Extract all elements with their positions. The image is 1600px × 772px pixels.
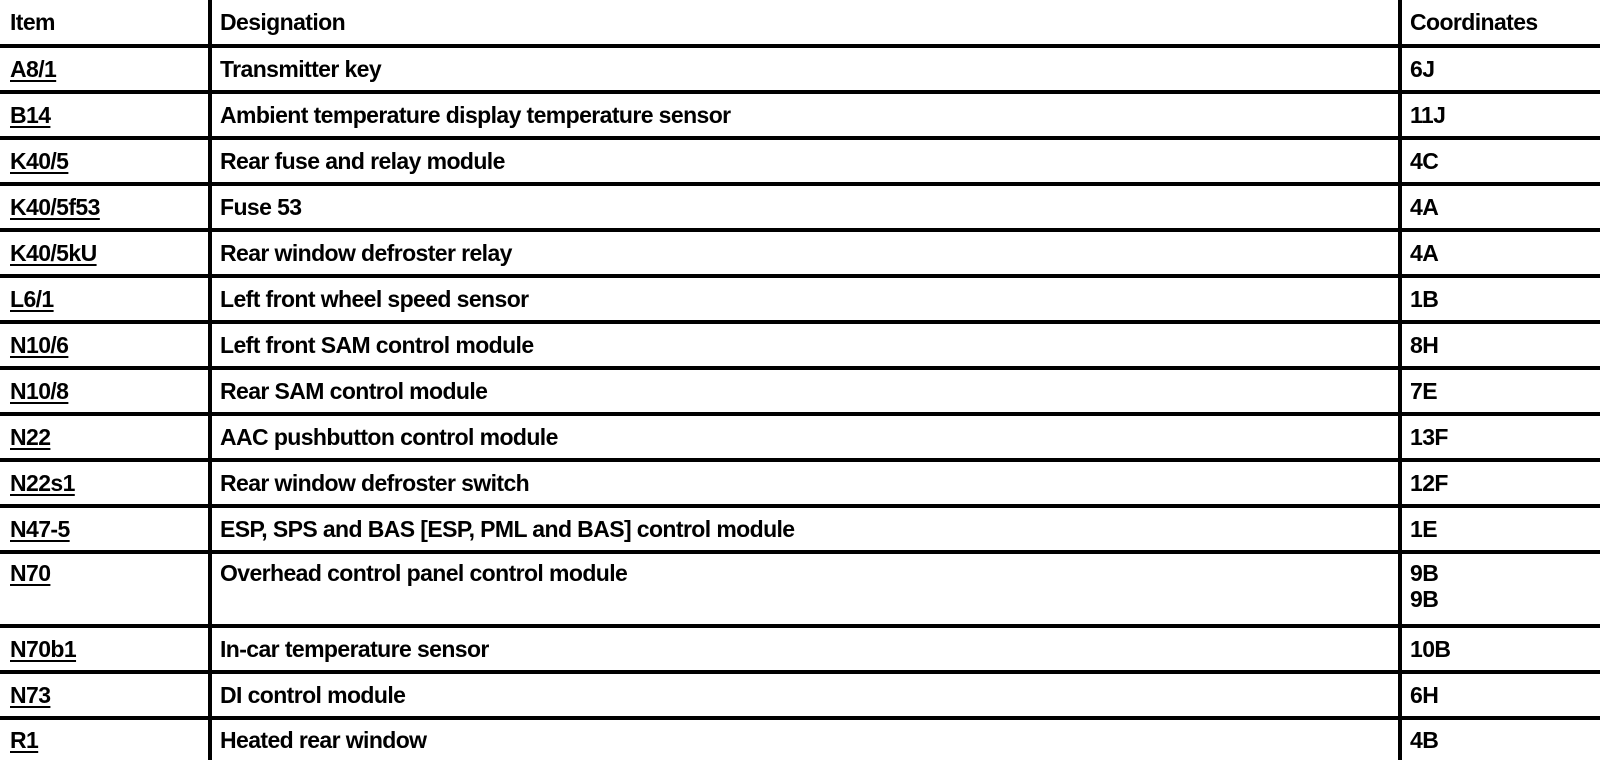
coordinate-value: 9B	[1410, 586, 1439, 612]
item-link[interactable]: B14	[10, 102, 51, 128]
coordinate-value: 9B	[1410, 560, 1439, 586]
item-cell	[0, 46, 210, 92]
coordinates-cell	[1400, 552, 1600, 626]
item-cell	[0, 230, 210, 276]
item-link[interactable]: N22s1	[10, 470, 75, 496]
item-link[interactable]: N22	[10, 424, 51, 450]
designation-cell: Rear window defroster switch	[210, 460, 1400, 506]
coordinates-cell: 7E	[1400, 368, 1600, 414]
item-cell	[0, 414, 210, 460]
designation-cell: Transmitter key	[210, 46, 1400, 92]
coordinates-cell: 8H	[1400, 322, 1600, 368]
item-link[interactable]: N70	[10, 560, 51, 586]
item-cell	[0, 276, 210, 322]
designation-cell: ESP, SPS and BAS [ESP, PML and BAS] control module	[210, 506, 1400, 552]
designation-cell: Overhead control panel control module	[210, 552, 1400, 626]
designation-cell: Rear fuse and relay module	[210, 138, 1400, 184]
item-cell	[0, 460, 210, 506]
designation-cell: Rear window defroster relay	[210, 230, 1400, 276]
table-row	[0, 322, 1600, 368]
item-cell	[0, 322, 210, 368]
item-link[interactable]: R1	[10, 727, 39, 753]
item-cell	[0, 552, 210, 626]
table-row	[0, 230, 1600, 276]
item-link[interactable]: K40/5kU	[10, 240, 97, 266]
item-cell	[0, 138, 210, 184]
item-link[interactable]: N73	[10, 682, 51, 708]
coordinates-cell: 4A	[1400, 184, 1600, 230]
item-cell	[0, 184, 210, 230]
item-link[interactable]: L6/1	[10, 286, 54, 312]
coordinates-cell: 1E	[1400, 506, 1600, 552]
coordinates-cell: 4C	[1400, 138, 1600, 184]
designation-cell: Fuse 53	[210, 184, 1400, 230]
item-link[interactable]: K40/5	[10, 148, 69, 174]
item-link[interactable]: K40/5f53	[10, 194, 100, 220]
table-row	[0, 276, 1600, 322]
coordinates-cell: 4A	[1400, 230, 1600, 276]
item-cell	[0, 626, 210, 672]
designation-cell: Rear SAM control module	[210, 368, 1400, 414]
table-row	[0, 414, 1600, 460]
table-header-row	[0, 0, 1600, 46]
table-row	[0, 184, 1600, 230]
table-row	[0, 368, 1600, 414]
item-cell	[0, 506, 210, 552]
item-cell	[0, 92, 210, 138]
coordinates-cell: 1B	[1400, 276, 1600, 322]
header-designation: Designation	[210, 0, 1400, 46]
item-cell	[0, 368, 210, 414]
header-coordinates: Coordinates	[1400, 0, 1600, 46]
coordinates-cell: 6J	[1400, 46, 1600, 92]
table-row	[0, 672, 1600, 718]
table-row	[0, 506, 1600, 552]
table-row	[0, 92, 1600, 138]
item-link[interactable]: A8/1	[10, 56, 57, 82]
table-row	[0, 138, 1600, 184]
coordinates-cell: 4B	[1400, 718, 1600, 760]
table-row	[0, 552, 1600, 626]
designation-cell: Left front wheel speed sensor	[210, 276, 1400, 322]
header-item: Item	[0, 0, 210, 46]
designation-cell: DI control module	[210, 672, 1400, 718]
designation-cell: Ambient temperature display temperature sensor	[210, 92, 1400, 138]
item-cell	[0, 718, 210, 760]
coordinates-cell: 6H	[1400, 672, 1600, 718]
item-link[interactable]: N47-5	[10, 516, 70, 542]
table-row	[0, 718, 1600, 760]
coordinates-cell: 13F	[1400, 414, 1600, 460]
table-row	[0, 46, 1600, 92]
designation-cell: Heated rear window	[210, 718, 1400, 760]
designation-cell: AAC pushbutton control module	[210, 414, 1400, 460]
item-link[interactable]: N70b1	[10, 636, 77, 662]
designation-cell: In-car temperature sensor	[210, 626, 1400, 672]
table-row	[0, 626, 1600, 672]
item-link[interactable]: N10/6	[10, 332, 69, 358]
designation-cell: Left front SAM control module	[210, 322, 1400, 368]
item-link[interactable]: N10/8	[10, 378, 69, 404]
coordinates-cell: 11J	[1400, 92, 1600, 138]
coordinates-cell: 12F	[1400, 460, 1600, 506]
table-row	[0, 460, 1600, 506]
item-cell	[0, 672, 210, 718]
coordinates-cell: 10B	[1400, 626, 1600, 672]
